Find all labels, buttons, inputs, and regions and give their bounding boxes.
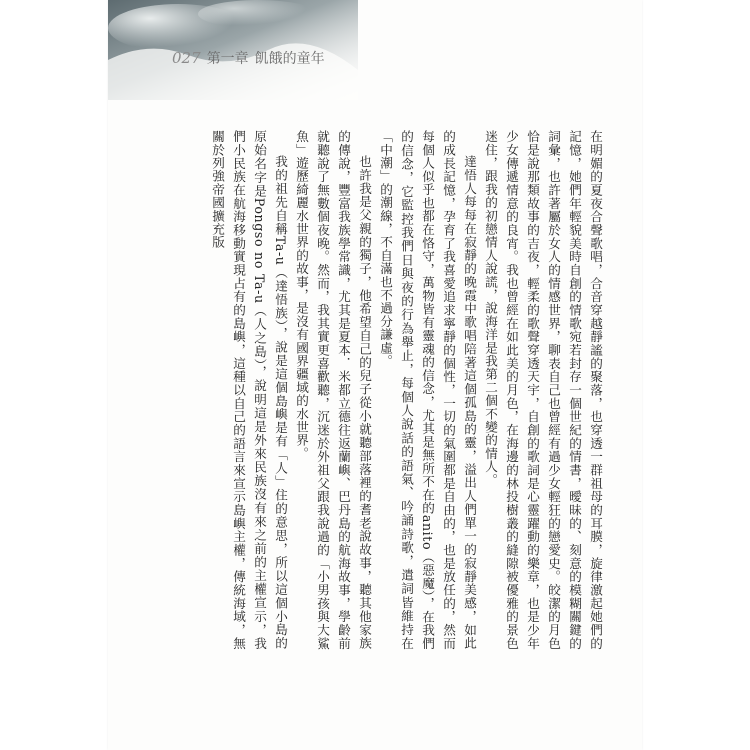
running-header bbox=[172, 48, 325, 68]
paragraph: 達悟人每每在寂靜的晚霞中歌唱陪著這個孤島的靈，溢出人們單一的寂靜美感，如此的成長記憶，孕育了我喜愛追求寧靜的個性，一切的氣圍都是自由的，也是放任的，然而每個人似乎也都在恪守，萬物皆有靈魂的信念，尤其是無所不在的anito（惡魔），在我們的信念，它監控我們日與夜的行為舉止，每個人說話的語氣、吟誦詩歌，遣詞皆維持在「中潮」的潮線，不自滿也不過分謙虛。 bbox=[378, 130, 477, 650]
vertical-body-text bbox=[136, 130, 606, 650]
page-number: 027 bbox=[172, 49, 201, 67]
chapter-title: 飢餓的童年 bbox=[254, 51, 325, 67]
book-page bbox=[108, 0, 642, 750]
paragraph: 也許我是父親的獨子，他希望自己的兒子從小就聽部落裡的耆老說故事，聽其他家族的傳說，豐富我族學常識，尤其是夏本．米都立德往返蘭嶼、巴丹島的航海故事，學齡前就聽說了無數個夜晚。然而，我其實更喜歡聽，沉迷於外祖父跟我說過的「小男孩與大鯊魚」遊歷綺麗水世界的故事，是沒有國界疆域的水世界。 bbox=[294, 130, 372, 650]
chapter-label: 第一章 bbox=[206, 51, 249, 67]
paragraph: 在明媚的夏夜合聲歌唱，合音穿越靜謐的聚落，也穿透一群祖母的耳膜，旋律激起她們的記憶，她們年輕貌美時自創的情歌宛若封存一個世紀的情書，曖昧的、刻意的模糊關鍵的詞彙，也許著屬於女人的情感世界，聊表自己也曾經有過少女輕狂的戀愛史。皎潔的月色恰是說那類故事的吉夜，輕柔的歌聲穿透天宇，自創的歌詞是心靈躍動的樂章，也是少年少女傳遞情意的良宵。我也曾經在如此美的月色，在海邊的林投樹叢的縫隙被優雅的景色迷住，跟我的初戀情人說謊，說海洋是我第二個不變的情人。 bbox=[483, 130, 603, 650]
paragraph: 我的祖先自稱Ta-u（達悟族），說是這個島嶼是有「人」住的意思，所以這個小島的原始名字是Pongso no Ta-u（人之島），說明這是外來民族沒有來之前的主權宣示，我們小民族在航海移動實現占有的島嶼，這種以自己的語言來宣示島嶼主權，傳統海域，無關於列強帝國擴充版 bbox=[210, 130, 288, 650]
